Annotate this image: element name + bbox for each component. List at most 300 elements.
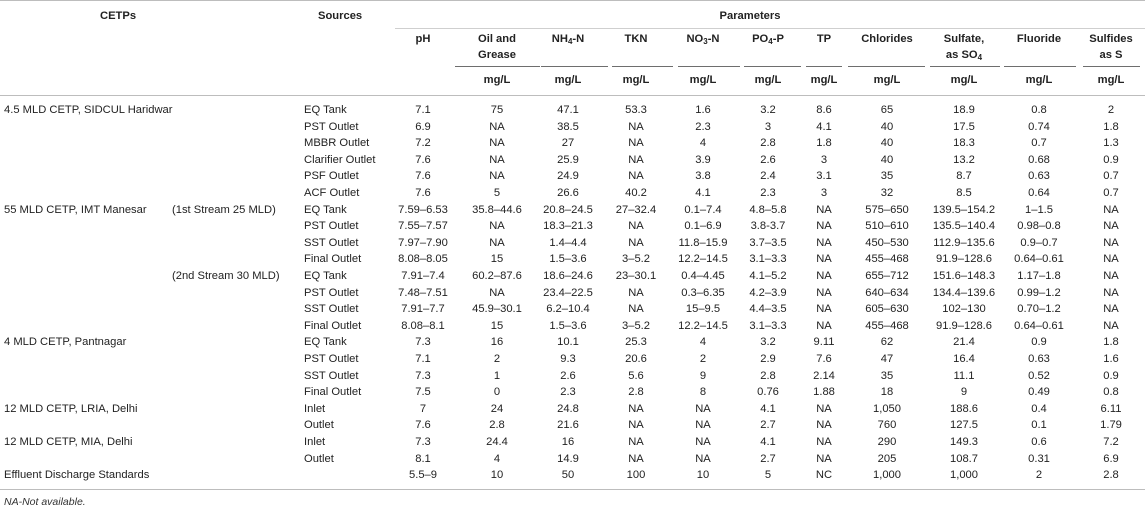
table-cell: 0 bbox=[493, 386, 501, 398]
table-cell: 10.1 bbox=[557, 336, 579, 348]
source-name: EQ Tank bbox=[304, 204, 347, 216]
table-cell: 60.2–87.6 bbox=[472, 270, 522, 282]
table-cell: NA bbox=[628, 419, 644, 431]
table-cell: 7.48–7.51 bbox=[398, 287, 448, 299]
table-cell: 100 bbox=[626, 469, 646, 481]
table-cell: 2.8 bbox=[1103, 469, 1119, 481]
table-cell: 139.5–154.2 bbox=[932, 204, 996, 216]
table-cell: NA bbox=[816, 403, 832, 415]
source-name: Final Outlet bbox=[304, 320, 362, 332]
table-cell: 4.1 bbox=[695, 187, 711, 199]
table-cell: 3 bbox=[764, 121, 772, 133]
table-cell: 760 bbox=[877, 419, 897, 431]
table-cell: 450–530 bbox=[865, 237, 909, 249]
table-cell: NA bbox=[1103, 320, 1119, 332]
column-header-rule bbox=[744, 66, 801, 67]
table-cell: 4.8–5.8 bbox=[749, 204, 787, 216]
table-cell: 1.8 bbox=[816, 137, 832, 149]
table-cell: 3.8 bbox=[695, 170, 711, 182]
table-cell: 4 bbox=[699, 336, 707, 348]
table-cell: 15 bbox=[490, 253, 504, 265]
table-cell: 655–712 bbox=[865, 270, 909, 282]
column-header-label: $NO_3-N$ bbox=[686, 33, 720, 46]
table-cell: 47.1 bbox=[557, 104, 579, 116]
table-cell: 23–30.1 bbox=[615, 270, 657, 282]
cetp-name: 4 MLD CETP, Pantnagar bbox=[4, 336, 127, 348]
table-cell: 7.3 bbox=[415, 370, 431, 382]
table-cell: 3.7–3.5 bbox=[749, 237, 787, 249]
table-cell: 4.1–5.2 bbox=[749, 270, 787, 282]
stream-label: (2nd Stream 30 MLD) bbox=[172, 270, 280, 282]
table-cell: 5 bbox=[493, 187, 501, 199]
table-cell: 575–650 bbox=[865, 204, 909, 216]
table-cell: NA bbox=[816, 220, 832, 232]
table-cell: 9.11 bbox=[813, 336, 835, 348]
column-header-label-line2: as S bbox=[1099, 49, 1123, 61]
column-header-label: Chlorides bbox=[861, 33, 913, 45]
table-cell: 4.4–3.5 bbox=[749, 303, 787, 315]
header-cetps: CETPs bbox=[100, 10, 137, 22]
table-cell: 11.1 bbox=[953, 370, 975, 382]
source-name: EQ Tank bbox=[304, 104, 347, 116]
table-cell: 12.2–14.5 bbox=[678, 253, 728, 265]
source-name: SST Outlet bbox=[304, 303, 359, 315]
table-cell: NA bbox=[816, 270, 832, 282]
column-header-label: $PO_4-P$ bbox=[752, 33, 784, 46]
column-header-unit: mg/L bbox=[1097, 74, 1125, 86]
table-cell: NA bbox=[489, 287, 505, 299]
table-cell: 7.2 bbox=[1103, 436, 1119, 448]
table-cell: 32 bbox=[880, 187, 894, 199]
table-cell: NA bbox=[628, 436, 644, 448]
source-name: PST Outlet bbox=[304, 121, 359, 133]
table-cell: 40 bbox=[880, 121, 894, 133]
table-cell: 640–634 bbox=[865, 287, 909, 299]
table-cell: 4 bbox=[493, 453, 501, 465]
table-cell: 18.9 bbox=[953, 104, 975, 116]
table-cell: 0.8 bbox=[1031, 104, 1047, 116]
cetp-name: 4.5 MLD CETP, SIDCUL Haridwar bbox=[4, 104, 173, 116]
table-cell: 127.5 bbox=[950, 419, 978, 431]
table-cell: 0.98–0.8 bbox=[1017, 220, 1061, 232]
table-cell: 2.3 bbox=[695, 121, 711, 133]
table-cell: NA bbox=[628, 137, 644, 149]
table-cell: 65 bbox=[880, 104, 894, 116]
table-cell: 3.1–3.3 bbox=[749, 320, 787, 332]
column-header-label: TKN bbox=[624, 33, 648, 45]
table-cell: 21.4 bbox=[953, 336, 975, 348]
table-cell: 20.6 bbox=[625, 353, 647, 365]
table-cell: 9 bbox=[960, 386, 968, 398]
table-cell: 6.9 bbox=[1103, 453, 1119, 465]
table-cell: 27–32.4 bbox=[615, 204, 657, 216]
table-cell: 0.9 bbox=[1103, 154, 1119, 166]
table-cell: 7.2 bbox=[415, 137, 431, 149]
table-cell: 8.08–8.1 bbox=[401, 320, 445, 332]
table-cell: 605–630 bbox=[865, 303, 909, 315]
table-cell: 0.31 bbox=[1028, 453, 1050, 465]
table-cell: 0.70–1.2 bbox=[1017, 303, 1061, 315]
table-cell: 112.9–135.6 bbox=[933, 237, 995, 249]
table-cell: 1.17–1.8 bbox=[1017, 270, 1061, 282]
table-cell: NA bbox=[1103, 303, 1119, 315]
table-cell: 149.3 bbox=[950, 436, 978, 448]
column-header-rule bbox=[455, 66, 540, 67]
table-cell: NA bbox=[695, 419, 711, 431]
table-cell: 102–130 bbox=[942, 303, 986, 315]
table-cell: 11.8–15.9 bbox=[678, 237, 728, 249]
table-cell: 18.6–24.6 bbox=[543, 270, 593, 282]
table-cell: 2 bbox=[493, 353, 501, 365]
table-cell: 7.91–7.4 bbox=[401, 270, 445, 282]
table-cell: 38.5 bbox=[557, 121, 579, 133]
table-cell: NA bbox=[628, 170, 644, 182]
source-name: PSF Outlet bbox=[304, 170, 359, 182]
source-name: Inlet bbox=[304, 436, 326, 448]
column-header-rule bbox=[1004, 66, 1076, 67]
table-cell: 21.6 bbox=[557, 419, 579, 431]
column-header-label: pH bbox=[415, 33, 431, 45]
table-cell: 1.3 bbox=[1103, 137, 1119, 149]
table-cell: 1,050 bbox=[873, 403, 901, 415]
table-cell: 3 bbox=[820, 154, 828, 166]
column-header-unit: mg/L bbox=[810, 74, 838, 86]
table-cell: NA bbox=[1103, 237, 1119, 249]
table-cell: 40 bbox=[880, 154, 894, 166]
cetp-name: Effluent Discharge Standards bbox=[4, 469, 150, 481]
table-cell: 6.9 bbox=[415, 121, 431, 133]
table-cell: 47 bbox=[880, 353, 894, 365]
table-cell: 45.9–30.1 bbox=[472, 303, 522, 315]
table-cell: 1.5–3.6 bbox=[549, 320, 587, 332]
table-cell: 4 bbox=[699, 137, 707, 149]
table-cell: 13.2 bbox=[953, 154, 975, 166]
table-cell: 7.6 bbox=[415, 187, 431, 199]
table-cell: NA bbox=[816, 303, 832, 315]
table-cell: 2.3 bbox=[760, 187, 776, 199]
column-header-unit: mg/L bbox=[622, 74, 650, 86]
table-cell: 7.1 bbox=[415, 104, 431, 116]
source-name: ACF Outlet bbox=[304, 187, 360, 199]
table-cell: NA bbox=[816, 253, 832, 265]
table-cell: 6.11 bbox=[1100, 403, 1122, 415]
table-cell: 7.59–6.53 bbox=[398, 204, 448, 216]
cetp-name: 12 MLD CETP, MIA, Delhi bbox=[4, 436, 133, 448]
table-cell: 2.3 bbox=[560, 386, 576, 398]
table-cell: 1.79 bbox=[1100, 419, 1122, 431]
table-cell: 7.97–7.90 bbox=[398, 237, 448, 249]
table-cell: 16 bbox=[490, 336, 504, 348]
table-cell: 1.4–4.4 bbox=[549, 237, 587, 249]
table-cell: 3.9 bbox=[695, 154, 711, 166]
table-cell: 1 bbox=[493, 370, 501, 382]
table-cell: 1,000 bbox=[873, 469, 901, 481]
column-header-label: Sulfides bbox=[1089, 33, 1133, 45]
table-cell: 0.63 bbox=[1028, 353, 1050, 365]
table-cell: 0.7 bbox=[1103, 170, 1119, 182]
table-cell: 0.63 bbox=[1028, 170, 1050, 182]
table-cell: NA bbox=[628, 237, 644, 249]
source-name: Outlet bbox=[304, 453, 334, 465]
table-cell: 8.5 bbox=[956, 187, 972, 199]
table-cell: 6.2–10.4 bbox=[546, 303, 590, 315]
table-cell: 0.8 bbox=[1103, 386, 1119, 398]
table-cell: 1.6 bbox=[1103, 353, 1119, 365]
source-name: Final Outlet bbox=[304, 253, 362, 265]
table-cell: 8.08–8.05 bbox=[398, 253, 448, 265]
table-cell: NA bbox=[1103, 270, 1119, 282]
table-cell: NA bbox=[816, 419, 832, 431]
table-cell: 3.8-3.7 bbox=[750, 220, 786, 232]
table-cell: 10 bbox=[490, 469, 504, 481]
table-cell: 2 bbox=[1035, 469, 1043, 481]
column-header-label-line2: as $SO_4$ bbox=[945, 49, 983, 62]
table-cell: NA bbox=[489, 154, 505, 166]
table-cell: 91.9–128.6 bbox=[936, 320, 992, 332]
table-cell: 9 bbox=[699, 370, 707, 382]
table-cell: 0.1–6.9 bbox=[684, 220, 722, 232]
table-cell: 4.1 bbox=[760, 403, 776, 415]
column-header-label: Sulfate, bbox=[943, 33, 985, 45]
table-cell: NA bbox=[816, 237, 832, 249]
table-cell: NA bbox=[1103, 287, 1119, 299]
table-cell: NA bbox=[628, 303, 644, 315]
table-cell: 2.7 bbox=[760, 419, 776, 431]
table-cell: 75 bbox=[490, 104, 504, 116]
parameters-rule bbox=[395, 28, 1145, 29]
table-cell: 7.6 bbox=[415, 154, 431, 166]
table-cell: 108.7 bbox=[950, 453, 978, 465]
table-cell: 17.5 bbox=[953, 121, 975, 133]
table-cell: 7.91–7.7 bbox=[401, 303, 445, 315]
table-cell: 1.8 bbox=[1103, 121, 1119, 133]
table-cell: 2.14 bbox=[813, 370, 835, 382]
column-header-unit: mg/L bbox=[873, 74, 901, 86]
table-cell: NA bbox=[816, 436, 832, 448]
column-header-unit: mg/L bbox=[754, 74, 782, 86]
table-cell: 2.4 bbox=[760, 170, 776, 182]
table-cell: NA bbox=[816, 204, 832, 216]
table-cell: NA bbox=[628, 403, 644, 415]
table-cell: 188.6 bbox=[950, 403, 978, 415]
table-cell: 1.88 bbox=[813, 386, 835, 398]
column-header-rule bbox=[678, 66, 740, 67]
column-header-rule bbox=[848, 66, 925, 67]
table-cell: 0.7 bbox=[1031, 137, 1047, 149]
table-cell: 26.6 bbox=[557, 187, 579, 199]
table-cell: NA bbox=[489, 237, 505, 249]
source-name: Final Outlet bbox=[304, 386, 362, 398]
table-cell: NA bbox=[489, 121, 505, 133]
table-cell: NA bbox=[489, 137, 505, 149]
table-cell: 15 bbox=[490, 320, 504, 332]
table-cell: 7 bbox=[419, 403, 427, 415]
table-cell: 2.8 bbox=[489, 419, 505, 431]
footnote: NA-Not available. bbox=[4, 496, 86, 508]
source-name: Clarifier Outlet bbox=[304, 154, 376, 166]
table-cell: NA bbox=[695, 436, 711, 448]
table-cell: 3.2 bbox=[760, 104, 776, 116]
table-cell: 0.4 bbox=[1031, 403, 1047, 415]
table-cell: 5.5–9 bbox=[409, 469, 437, 481]
header-sources: Sources bbox=[318, 10, 363, 22]
table-cell: 15–9.5 bbox=[685, 303, 721, 315]
table-cell: 10 bbox=[696, 469, 710, 481]
table-cell: 2.8 bbox=[628, 386, 644, 398]
table-cell: 7.6 bbox=[415, 419, 431, 431]
table-cell: NA bbox=[489, 220, 505, 232]
table-cell: 0.9–0.7 bbox=[1020, 237, 1058, 249]
table-cell: 12.2–14.5 bbox=[678, 320, 728, 332]
table-cell: 7.6 bbox=[415, 170, 431, 182]
table-cell: 2.8 bbox=[760, 370, 776, 382]
column-header-unit: mg/L bbox=[483, 74, 511, 86]
table-cell: 1.8 bbox=[1103, 336, 1119, 348]
table-cell: NA bbox=[628, 220, 644, 232]
table-cell: 35 bbox=[880, 370, 894, 382]
column-header-rule bbox=[612, 66, 673, 67]
table-cell: 50 bbox=[561, 469, 575, 481]
source-name: Inlet bbox=[304, 403, 326, 415]
header-bottom-rule bbox=[0, 95, 1145, 96]
source-name: SST Outlet bbox=[304, 370, 359, 382]
table-cell: 35 bbox=[880, 170, 894, 182]
column-header-unit: mg/L bbox=[950, 74, 978, 86]
table-cell: 24.9 bbox=[557, 170, 579, 182]
source-name: PST Outlet bbox=[304, 220, 359, 232]
table-cell: NA bbox=[1103, 204, 1119, 216]
table-cell: 8.6 bbox=[816, 104, 832, 116]
table-cell: 24.4 bbox=[486, 436, 508, 448]
table-cell: 7.3 bbox=[415, 336, 431, 348]
column-header-unit: mg/L bbox=[689, 74, 717, 86]
table-cell: 7.3 bbox=[415, 436, 431, 448]
table-cell: 5 bbox=[764, 469, 772, 481]
table-cell: 20.8–24.5 bbox=[543, 204, 593, 216]
table-cell: 2.6 bbox=[560, 370, 576, 382]
table-cell: NA bbox=[816, 320, 832, 332]
bottom-rule bbox=[0, 489, 1145, 490]
table-cell: 91.9–128.6 bbox=[936, 253, 992, 265]
table-cell: 5.6 bbox=[628, 370, 644, 382]
table-cell: NA bbox=[628, 453, 644, 465]
table-cell: 25.9 bbox=[557, 154, 579, 166]
table-cell: NA bbox=[695, 403, 711, 415]
column-header-unit: mg/L bbox=[1025, 74, 1053, 86]
table-cell: NA bbox=[816, 287, 832, 299]
table-cell: 2 bbox=[1107, 104, 1115, 116]
table-cell: 1.6 bbox=[695, 104, 711, 116]
source-name: PST Outlet bbox=[304, 287, 359, 299]
table-cell: 455–468 bbox=[865, 253, 909, 265]
table-cell: 35.8–44.6 bbox=[472, 204, 522, 216]
table-cell: 0.3–6.35 bbox=[681, 287, 725, 299]
table-cell: 4.1 bbox=[816, 121, 832, 133]
column-header-label: Fluoride bbox=[1016, 33, 1062, 45]
column-header-unit: mg/L bbox=[554, 74, 582, 86]
table-cell: 0.64–0.61 bbox=[1014, 320, 1064, 332]
table-cell: 0.52 bbox=[1028, 370, 1050, 382]
table-cell: 290 bbox=[877, 436, 897, 448]
table-cell: 25.3 bbox=[625, 336, 647, 348]
table-cell: 2.7 bbox=[760, 453, 776, 465]
column-header-label: $NH_4-N$ bbox=[551, 33, 585, 46]
table-cell: 14.9 bbox=[557, 453, 579, 465]
table-cell: 24.8 bbox=[557, 403, 579, 415]
cetp-name: 12 MLD CETP, LRIA, Delhi bbox=[4, 403, 138, 415]
table-cell: 455–468 bbox=[865, 320, 909, 332]
table-cell: NA bbox=[628, 287, 644, 299]
table-cell: 0.9 bbox=[1103, 370, 1119, 382]
column-header-label: Oil and bbox=[478, 33, 516, 45]
cetp-name: 55 MLD CETP, IMT Manesar bbox=[4, 204, 147, 216]
source-name: PST Outlet bbox=[304, 353, 359, 365]
table-cell: 9.3 bbox=[560, 353, 576, 365]
table-cell: 135.5–140.4 bbox=[932, 220, 996, 232]
column-header-label-line2: Grease bbox=[478, 49, 516, 61]
table-cell: 0.74 bbox=[1028, 121, 1050, 133]
table-cell: 3.1–3.3 bbox=[749, 253, 787, 265]
table-cell: 205 bbox=[877, 453, 897, 465]
table-cell: 16 bbox=[561, 436, 575, 448]
table-cell: 0.6 bbox=[1031, 436, 1047, 448]
table-cell: NA bbox=[816, 453, 832, 465]
table-cell: 0.7 bbox=[1103, 187, 1119, 199]
table-cell: 3–5.2 bbox=[622, 253, 650, 265]
table-cell: NA bbox=[489, 170, 505, 182]
source-name: SST Outlet bbox=[304, 237, 359, 249]
table-cell: 0.49 bbox=[1028, 386, 1050, 398]
table-cell: 2.9 bbox=[760, 353, 776, 365]
table-cell: 8 bbox=[699, 386, 707, 398]
column-header-rule bbox=[1083, 66, 1140, 67]
table-cell: 7.5 bbox=[415, 386, 431, 398]
table-cell: 27 bbox=[561, 137, 575, 149]
source-name: EQ Tank bbox=[304, 336, 347, 348]
table-cell: 18.3–21.3 bbox=[543, 220, 593, 232]
table-cell: 3 bbox=[820, 187, 828, 199]
table-cell: 53.3 bbox=[625, 104, 647, 116]
table-cell: 0.4–4.45 bbox=[681, 270, 725, 282]
table-cell: 0.99–1.2 bbox=[1017, 287, 1061, 299]
table-cell: 0.64–0.61 bbox=[1014, 253, 1064, 265]
table-cell: 4.1 bbox=[760, 436, 776, 448]
top-rule bbox=[0, 0, 1145, 1]
table-cell: 3–5.2 bbox=[622, 320, 650, 332]
column-header-rule bbox=[541, 66, 608, 67]
column-header-rule bbox=[806, 66, 842, 67]
table-cell: 3.1 bbox=[816, 170, 832, 182]
table-cell: 0.9 bbox=[1031, 336, 1047, 348]
table-cell: 1,000 bbox=[950, 469, 978, 481]
table-cell: 0.1 bbox=[1031, 419, 1047, 431]
stream-label: (1st Stream 25 MLD) bbox=[172, 204, 276, 216]
table-cell: 18 bbox=[880, 386, 894, 398]
table-cell: 7.6 bbox=[816, 353, 832, 365]
column-header-rule bbox=[930, 66, 1000, 67]
table-cell: 24 bbox=[490, 403, 504, 415]
table-cell: 16.4 bbox=[953, 353, 975, 365]
table-cell: 18.3 bbox=[953, 137, 975, 149]
table-cell: 0.68 bbox=[1028, 154, 1050, 166]
table-cell: 40.2 bbox=[625, 187, 647, 199]
table-cell: 7.1 bbox=[415, 353, 431, 365]
table-cell: 2.8 bbox=[760, 137, 776, 149]
table-cell: NA bbox=[1103, 253, 1119, 265]
table-cell: 23.4–22.5 bbox=[543, 287, 593, 299]
table-cell: 40 bbox=[880, 137, 894, 149]
table-cell: NA bbox=[1103, 220, 1119, 232]
